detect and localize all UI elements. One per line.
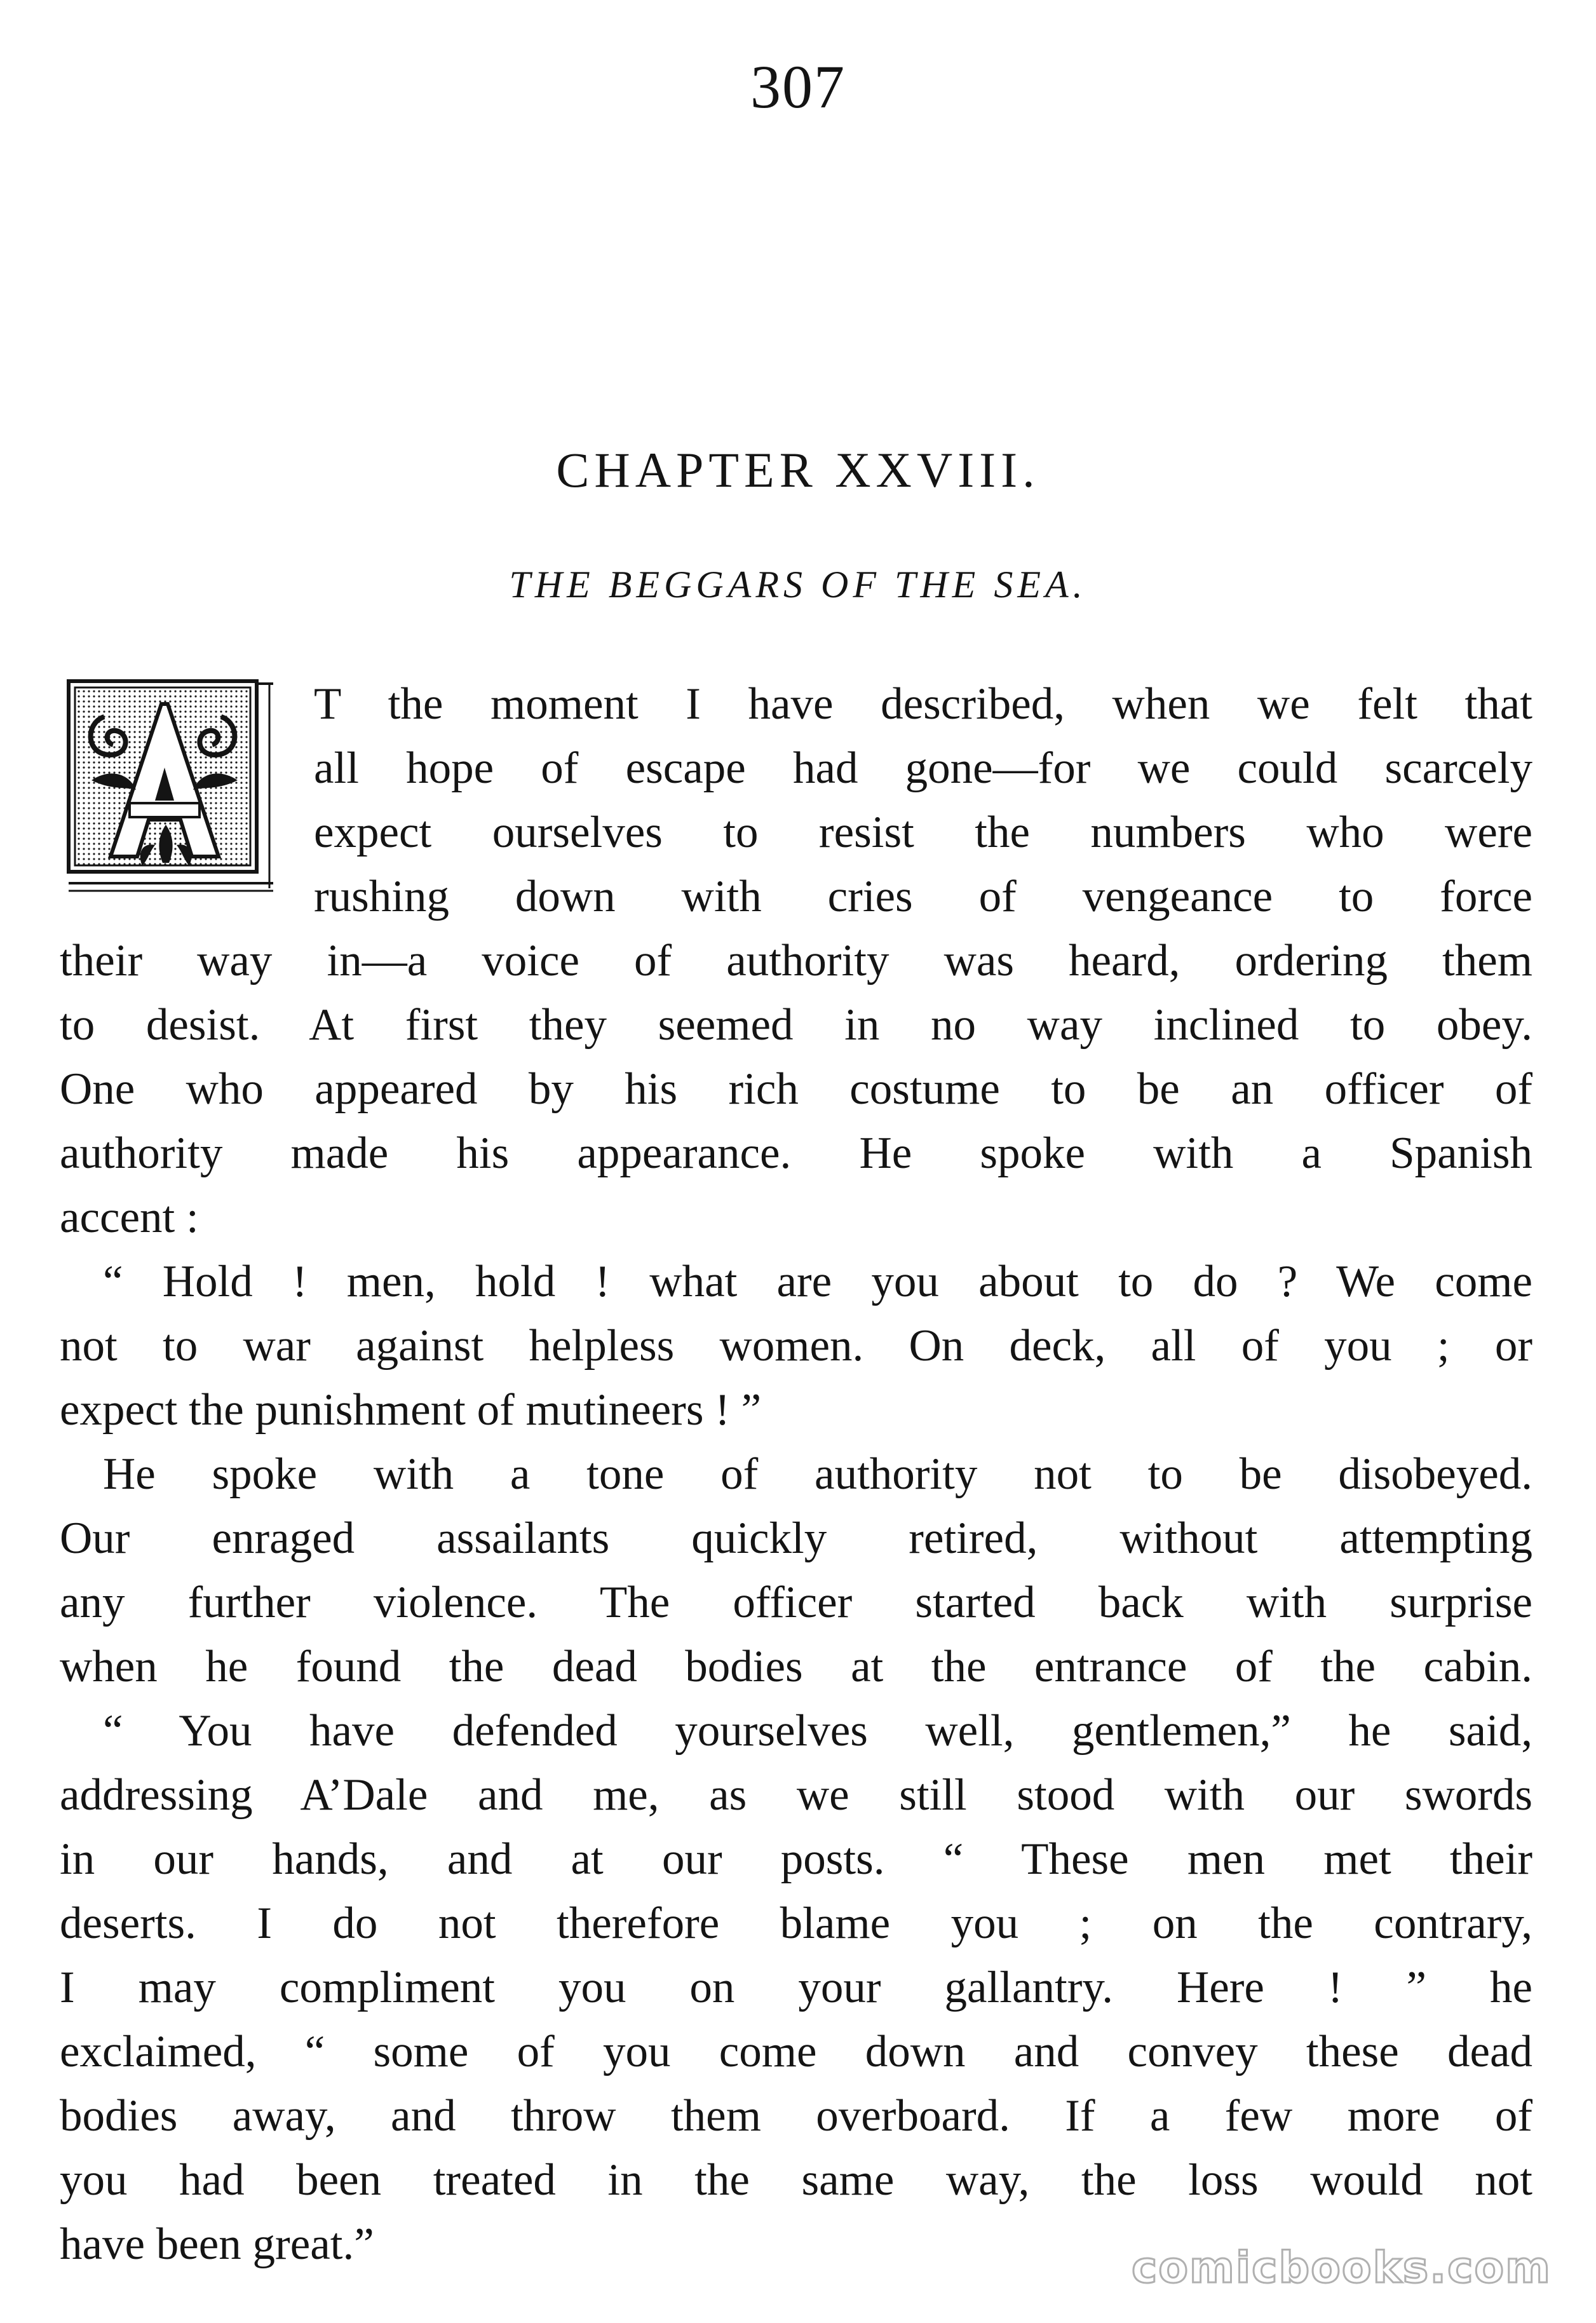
text-line: addressing A’Dale and me, as we still stood with our swords — [60, 1770, 1532, 1820]
text-line: “ You have defended yourselves well, gentlemen,” he said, — [103, 1706, 1532, 1756]
chapter-subtitle: THE BEGGARS OF THE SEA. — [509, 564, 1087, 606]
text-line: you had been treated in the same way, the loss would not — [60, 2155, 1532, 2205]
text-line: expect ourselves to resist the numbers who were — [314, 808, 1532, 857]
text-line: “ Hold ! men, hold ! what are you about to do ? We come — [103, 1257, 1532, 1306]
text-line: bodies away, and throw them overboard. If a few more of — [60, 2091, 1532, 2141]
text-line: have been great.” — [60, 2219, 374, 2269]
text-line: Our enraged assailants quickly retired, without attempting — [60, 1514, 1532, 1563]
page-number: 307 — [750, 53, 846, 121]
text-line: their way in—a voice of authority was heard, ordering them — [60, 936, 1532, 985]
text-line: T the moment I have described, when we felt that — [314, 679, 1532, 729]
text-line: rushing down with cries of vengeance to force — [314, 872, 1532, 921]
text-line: He spoke with a tone of authority not to be disobeyed. — [103, 1449, 1532, 1499]
text-line: expect the punishment of mutineers ! ” — [60, 1385, 762, 1435]
text-line: authority made his appearance. He spoke with a Spanish — [60, 1128, 1532, 1178]
text-line: I may compliment you on your gallantry. Here ! ” he — [60, 1963, 1532, 2012]
text-line: when he found the dead bodies at the entrance of the cabin. — [60, 1642, 1532, 1691]
text-line: not to war against helpless women. On deck, all of you ; or — [60, 1321, 1532, 1371]
text-line: to desist. At first they seemed in no way inclined to obey. — [60, 1000, 1532, 1050]
text-line: accent : — [60, 1193, 199, 1242]
body-text — [60, 672, 1532, 2277]
text-line: in our hands, and at our posts. “ These men met their — [60, 1834, 1532, 1884]
text-line: all hope of escape had gone—for we could scarcely — [314, 743, 1532, 793]
watermark: comicbooks.com — [1131, 2243, 1552, 2293]
chapter-title: CHAPTER XXVIII. — [556, 442, 1040, 498]
text-line: any further violence. The officer started back with surprise — [60, 1578, 1532, 1627]
text-line: exclaimed, “ some of you come down and convey these dead — [60, 2027, 1532, 2076]
text-line: deserts. I do not therefore blame you ; on the contrary, — [60, 1899, 1532, 1948]
text-line: One who appeared by his rich costume to be an officer of — [60, 1064, 1532, 1114]
